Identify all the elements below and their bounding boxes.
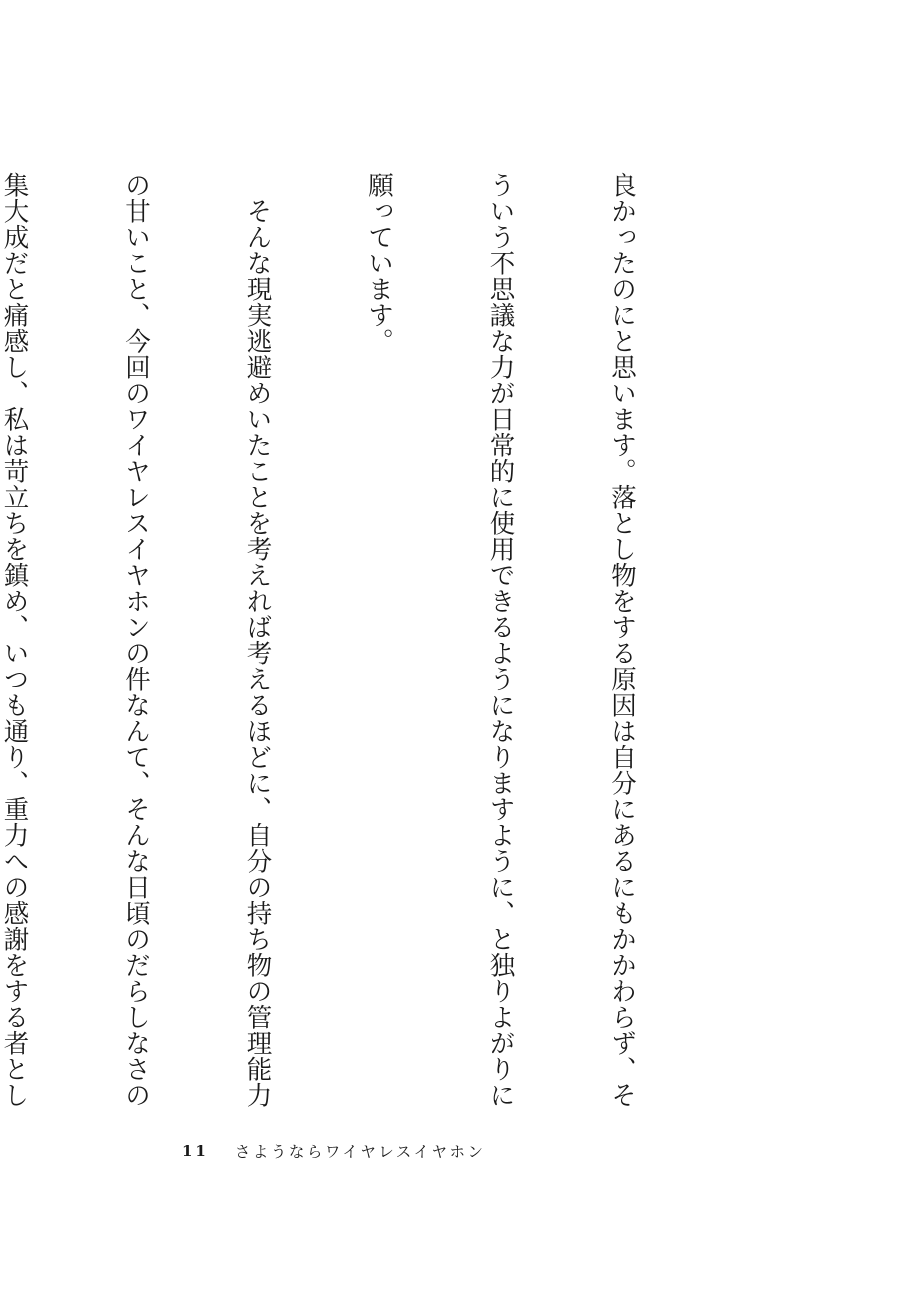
vertical-body-text (0, 172, 723, 1108)
page-number: 11 (182, 1142, 209, 1160)
text-line: 願っています。 (364, 172, 394, 354)
text-line: そんな現実逃避めいたことを考えれば考えるほどに、自分の持ち物の管理能力 (242, 172, 273, 1108)
text-line: 良かったのにと思います。落とし物をする原因は自分にあるにもかかわらず、そ (607, 172, 637, 1108)
text-line: 集大成だと痛感し、私は苛立ちを鎮め、いつも通り、重力への感謝をする者とし (0, 172, 30, 1108)
text-line: の甘いこと、今回のワイヤレスイヤホンの件なんて、そんな日頃のだらしなさの (121, 172, 151, 1108)
text-line: ういう不思議な力が日常的に使用できるようになりますように、と独りよがりに (485, 172, 516, 1108)
page-footer (182, 1139, 485, 1163)
running-title: さようならワイヤレスイヤホン (234, 1143, 486, 1161)
